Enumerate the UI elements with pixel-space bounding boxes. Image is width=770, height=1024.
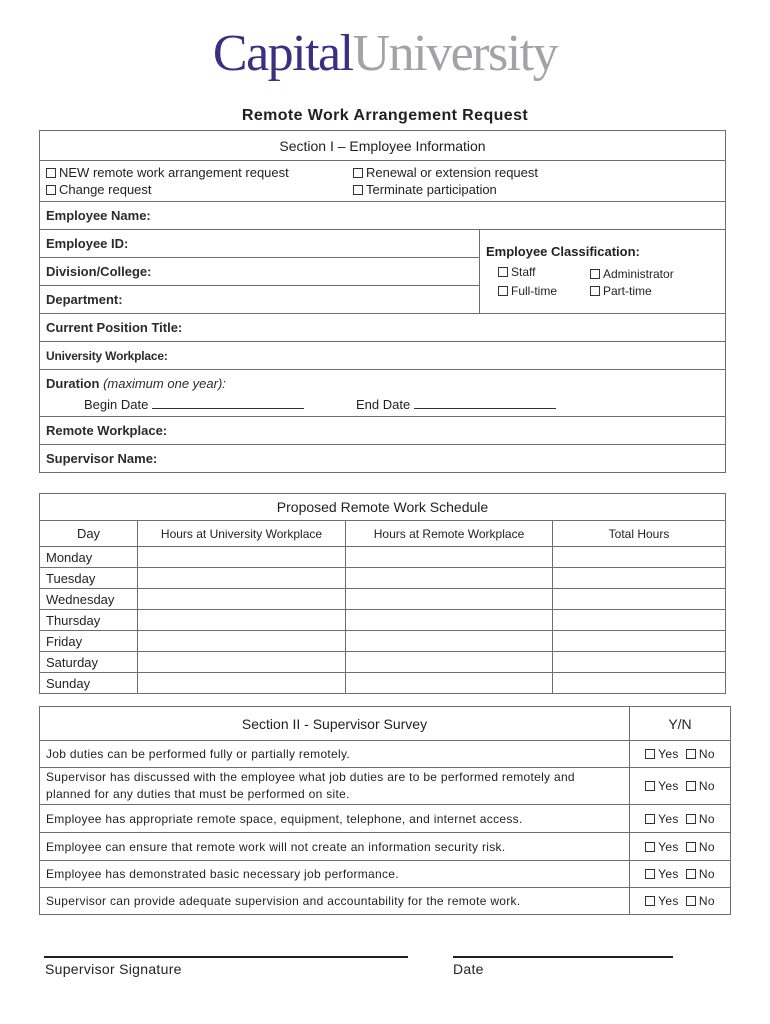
remote-hours-cell[interactable] — [346, 547, 553, 568]
yes-no-options — [630, 888, 731, 915]
survey-question: Employee has demonstrated basic necessary job performance. — [40, 861, 630, 888]
yes-checkbox[interactable] — [645, 781, 655, 791]
university-hours-cell[interactable] — [138, 589, 346, 610]
new-request-checkbox[interactable] — [46, 168, 56, 178]
day-label: Wednesday — [40, 589, 138, 610]
supervisor-name-field[interactable]: Supervisor Name: — [40, 445, 726, 473]
division-college-field[interactable]: Division/College: — [40, 258, 480, 286]
yes-checkbox[interactable] — [645, 814, 655, 824]
yes-no-options — [630, 768, 731, 805]
yn-heading: Y/N — [630, 707, 731, 741]
no-checkbox[interactable] — [686, 896, 696, 906]
no-label: No — [698, 867, 715, 881]
yes-label: Yes — [658, 811, 679, 826]
day-label: Friday — [40, 631, 138, 652]
remote-hours-column-header: Hours at Remote Workplace — [346, 521, 553, 547]
university-hours-cell[interactable] — [138, 631, 346, 652]
no-checkbox[interactable] — [686, 749, 696, 759]
schedule-heading: Proposed Remote Work Schedule — [40, 494, 726, 521]
administrator-checkbox[interactable] — [590, 269, 600, 279]
change-request-option[interactable] — [46, 182, 353, 197]
day-label: Sunday — [40, 673, 138, 694]
no-checkbox[interactable] — [686, 814, 696, 824]
begin-date-line[interactable] — [152, 397, 304, 409]
change-request-checkbox[interactable] — [46, 185, 56, 195]
employee-classification — [480, 230, 726, 314]
schedule-row — [40, 652, 726, 673]
no-label: No — [698, 894, 715, 908]
duration-field — [40, 370, 726, 417]
renewal-checkbox[interactable] — [353, 168, 363, 178]
total-hours-cell[interactable] — [553, 568, 726, 589]
new-request-option[interactable] — [46, 165, 353, 180]
university-hours-cell[interactable] — [138, 673, 346, 694]
schedule-row — [40, 568, 726, 589]
administrator-label: Administrator — [603, 267, 674, 281]
survey-question: Supervisor can provide adequate supervision and accountability for the remote work. — [40, 888, 630, 915]
day-label: Monday — [40, 547, 138, 568]
schedule-row — [40, 547, 726, 568]
total-hours-cell[interactable] — [553, 589, 726, 610]
part-time-checkbox[interactable] — [590, 286, 600, 296]
no-checkbox[interactable] — [686, 842, 696, 852]
total-hours-cell[interactable] — [553, 673, 726, 694]
remote-workplace-field[interactable]: Remote Workplace: — [40, 417, 726, 445]
schedule-row — [40, 673, 726, 694]
staff-option[interactable] — [498, 265, 590, 281]
yes-label: Yes — [658, 894, 679, 908]
part-time-option[interactable] — [590, 284, 700, 298]
university-hours-cell[interactable] — [138, 652, 346, 673]
yes-label: Yes — [658, 839, 679, 854]
remote-hours-cell[interactable] — [346, 589, 553, 610]
survey-row — [40, 768, 731, 805]
supervisor-signature-line[interactable] — [44, 956, 408, 958]
survey-row — [40, 861, 731, 888]
no-label: No — [698, 839, 715, 854]
section2-heading: Section II - Supervisor Survey — [40, 707, 630, 741]
end-date-label: End Date — [356, 397, 411, 412]
yes-no-options — [630, 833, 731, 861]
duration-label: Duration — [46, 376, 100, 391]
day-column-header: Day — [40, 521, 138, 547]
survey-question: Employee has appropriate remote space, equipment, telephone, and internet access. — [40, 805, 630, 833]
schedule-row — [40, 631, 726, 652]
end-date-group[interactable] — [356, 397, 556, 412]
survey-question: Supervisor has discussed with the employee what job duties are to be performed remotely and planned for any duties that must be performed on site. — [40, 768, 630, 805]
full-time-option[interactable] — [498, 284, 590, 298]
date-label: Date — [453, 961, 484, 977]
remote-hours-cell[interactable] — [346, 568, 553, 589]
logo-capital: Capital — [212, 25, 353, 82]
university-hours-column-header: Hours at University Workplace — [138, 521, 346, 547]
section1-heading: Section I – Employee Information — [40, 131, 726, 161]
staff-checkbox[interactable] — [498, 267, 508, 277]
duration-note: (maximum one year): — [103, 376, 226, 391]
day-label: Thursday — [40, 610, 138, 631]
survey-question: Job duties can be performed fully or partially remotely. — [40, 741, 630, 768]
survey-row — [40, 741, 731, 768]
remote-work-schedule — [39, 493, 726, 694]
total-hours-column-header: Total Hours — [553, 521, 726, 547]
renewal-label: Renewal or extension request — [366, 165, 538, 180]
yes-label: Yes — [658, 779, 679, 793]
no-checkbox[interactable] — [686, 781, 696, 791]
university-hours-cell[interactable] — [138, 547, 346, 568]
administrator-option[interactable] — [590, 267, 700, 281]
survey-question: Employee can ensure that remote work will not create an information security risk. — [40, 833, 630, 861]
employee-id-field[interactable]: Employee ID: — [40, 230, 480, 258]
end-date-line[interactable] — [414, 397, 556, 409]
renewal-option[interactable] — [353, 165, 693, 180]
day-label: Tuesday — [40, 568, 138, 589]
terminate-label: Terminate participation — [366, 182, 497, 197]
employee-information-section — [39, 130, 726, 473]
university-hours-cell[interactable] — [138, 610, 346, 631]
yes-no-options — [630, 861, 731, 888]
begin-date-label: Begin Date — [84, 397, 149, 412]
employee-name-field[interactable]: Employee Name: — [40, 202, 726, 230]
yes-checkbox[interactable] — [645, 869, 655, 879]
terminate-option[interactable] — [353, 182, 693, 197]
survey-row — [40, 805, 731, 833]
total-hours-cell[interactable] — [553, 652, 726, 673]
full-time-checkbox[interactable] — [498, 286, 508, 296]
remote-hours-cell[interactable] — [346, 631, 553, 652]
yes-checkbox[interactable] — [645, 749, 655, 759]
begin-date-group[interactable] — [84, 397, 356, 412]
date-line[interactable] — [453, 956, 673, 958]
form-title: Remote Work Arrangement Request — [241, 107, 529, 124]
yes-no-options — [630, 805, 731, 833]
capital-university-logo — [0, 18, 770, 90]
yes-checkbox[interactable] — [645, 896, 655, 906]
survey-row — [40, 888, 731, 915]
position-title-field[interactable]: Current Position Title: — [40, 314, 726, 342]
remote-hours-cell[interactable] — [346, 652, 553, 673]
supervisor-survey-section — [39, 706, 731, 915]
classification-title: Employee Classification: — [486, 244, 640, 259]
schedule-row — [40, 610, 726, 631]
supervisor-signature-label: Supervisor Signature — [45, 961, 182, 977]
logo-university: University — [352, 25, 558, 82]
university-workplace-field[interactable]: University Workplace: — [40, 342, 726, 370]
full-time-label: Full-time — [511, 284, 558, 298]
yes-no-options — [630, 741, 731, 768]
total-hours-cell[interactable] — [553, 547, 726, 568]
total-hours-cell[interactable] — [553, 631, 726, 652]
staff-label: Staff — [511, 265, 536, 279]
remote-hours-cell[interactable] — [346, 610, 553, 631]
yes-label: Yes — [658, 867, 679, 881]
remote-hours-cell[interactable] — [346, 673, 553, 694]
request-type-options — [40, 161, 726, 202]
department-field[interactable]: Department: — [40, 286, 480, 314]
total-hours-cell[interactable] — [553, 610, 726, 631]
no-label: No — [698, 747, 715, 761]
schedule-row — [40, 589, 726, 610]
yes-checkbox[interactable] — [645, 842, 655, 852]
new-request-label: NEW remote work arrangement request — [59, 165, 289, 180]
no-label: No — [698, 811, 715, 826]
survey-row — [40, 833, 731, 861]
no-checkbox[interactable] — [686, 869, 696, 879]
day-label: Saturday — [40, 652, 138, 673]
university-hours-cell[interactable] — [138, 568, 346, 589]
part-time-label: Part-time — [603, 284, 652, 298]
no-label: No — [698, 779, 715, 793]
terminate-checkbox[interactable] — [353, 185, 363, 195]
yes-label: Yes — [658, 747, 679, 761]
change-request-label: Change request — [59, 182, 152, 197]
